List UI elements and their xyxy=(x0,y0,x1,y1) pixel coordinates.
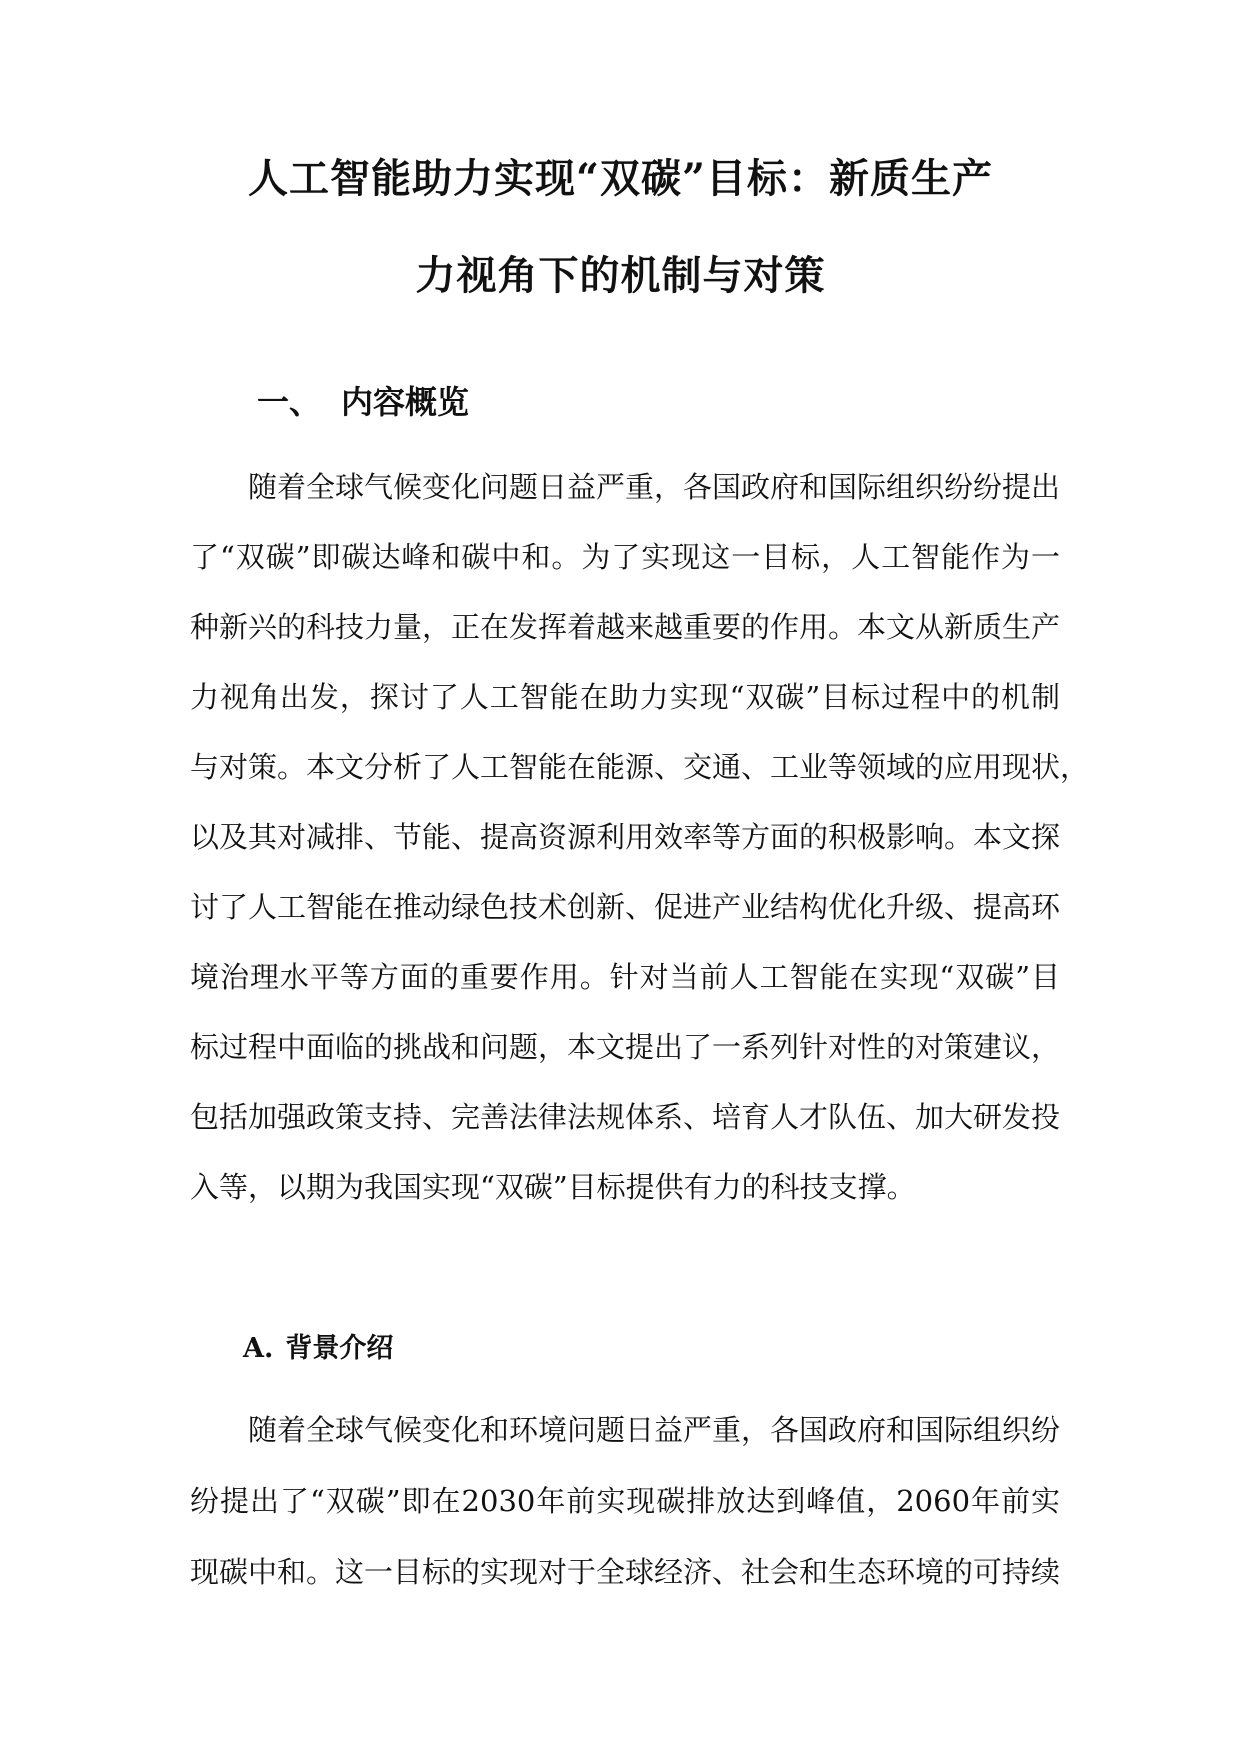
subsection-heading-background xyxy=(243,1332,393,1366)
section-heading-overview xyxy=(257,382,469,422)
paragraph-line: 境治理水平等方面的重要作用。针对当前人工智能在实现“双碳”目 xyxy=(190,960,1060,994)
section-title: 内容概览 xyxy=(341,383,470,421)
paragraph-line: 了“双碳”即碳达峰和碳中和。为了实现这一目标，人工智能作为一 xyxy=(190,540,1060,574)
subsection-title: 背景介绍 xyxy=(285,1333,394,1364)
paragraph-line: 随着全球气候变化问题日益严重，各国政府和国际组织纷纷提出 xyxy=(248,470,1061,504)
document-title-line-1: 人工智能助力实现“双碳”目标：新质生产 xyxy=(247,155,993,202)
paragraph-line: 与对策。本文分析了人工智能在能源、交通、工业等领域的应用现状， xyxy=(190,750,1090,784)
paragraph-line: 讨了人工智能在推动绿色技术创新、促进产业结构优化升级、提高环 xyxy=(190,890,1061,924)
document-title-line-2: 力视角下的机制与对策 xyxy=(415,252,826,299)
paragraph-line: 标过程中面临的挑战和问题，本文提出了一系列针对性的对策建议， xyxy=(190,1030,1061,1064)
paragraph-line: 随着全球气候变化和环境问题日益严重，各国政府和国际组织纷 xyxy=(248,1413,1061,1447)
paragraph-line: 以及其对减排、节能、提高资源利用效率等方面的积极影响。本文探 xyxy=(190,820,1061,854)
paragraph-line: 力视角出发，探讨了人工智能在助力实现“双碳”目标过程中的机制 xyxy=(190,680,1060,714)
subsection-number: A. xyxy=(243,1333,274,1364)
paragraph-line: 入等，以期为我国实现“双碳”目标提供有力的科技支撑。 xyxy=(190,1170,916,1204)
paragraph-line: 现碳中和。这一目标的实现对于全球经济、社会和生态环境的可持续 xyxy=(190,1555,1061,1589)
paragraph-line: 纷提出了“双碳”即在2030年前实现碳排放达到峰值，2060年前实 xyxy=(190,1484,1060,1518)
paragraph-line: 种新兴的科技力量，正在发挥着越来越重要的作用。本文从新质生产 xyxy=(190,610,1061,644)
section-number: 一、 xyxy=(257,383,322,421)
paragraph-line: 包括加强政策支持、完善法律法规体系、培育人才队伍、加大研发投 xyxy=(190,1100,1061,1134)
